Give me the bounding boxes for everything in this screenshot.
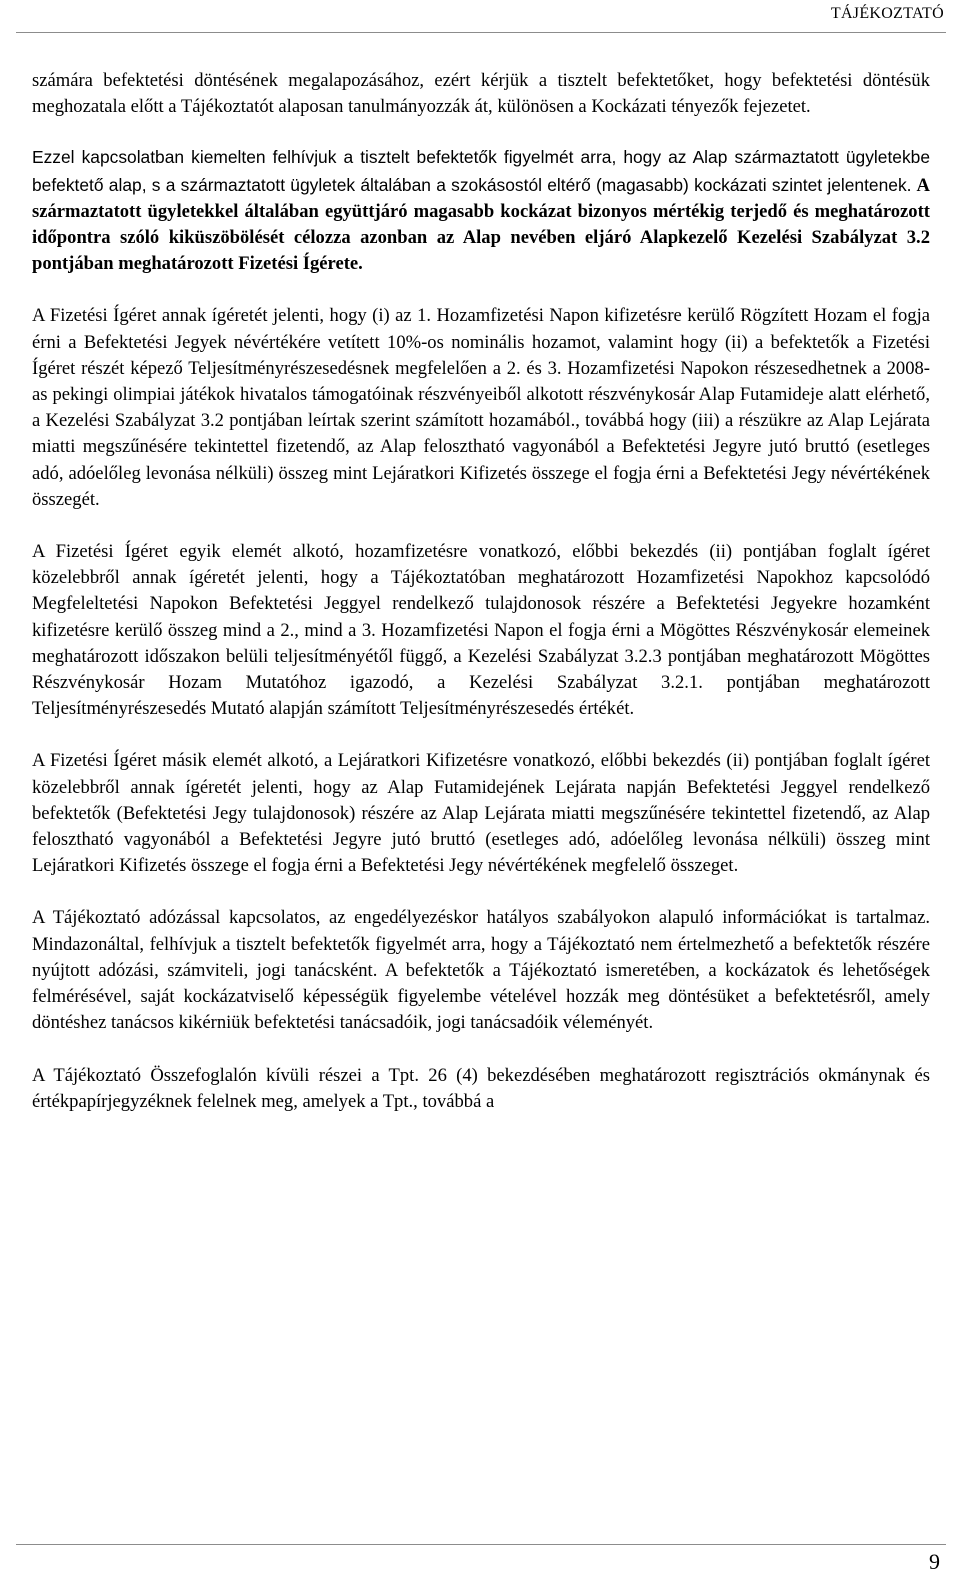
- paragraph-maturity-payment: A Fizetési Ígéret másik elemét alkotó, a Lejáratkori Kifizetésre vonatkozó, előbbi bekezdés (ii) pontjában foglalt ígéret közelebbről annak ígéretét jelenti, hogy az Alap Futamidejének Lejárata napján Befektetési Jeggyel rendelkező befektetők (Befektetési Jegy tulajdonosok) részére az Alap Lejárata miatti megszűnésére tekintettel fizetendő, az Alap felosztható vagyonából a Befektetési Jegyre jutó bruttó (esetleges adó, adóelőleg levonása nélküli) összeg mint Lejáratkori Kifizetés összege el fogja érni a Befektetési Jegy névértékének megfelelő összeget.: [32, 750, 930, 877]
- derivatives-risk-text: Ezzel kapcsolatban kiemelten felhívjuk a tisztelt befektetők figyelmét arra, hogy az Alap származtatott ügyletekbe befektető alap, s a származtatott ügyletek általában a szokásostól eltérő (magasabb) kockázati szintet jelentenek.: [32, 147, 930, 195]
- page-number: 9: [929, 1549, 940, 1574]
- payment-promise-emphasis: A származtatott ügyletekkel általában együttjáró magasabb kockázat bizonyos mértékig terjedő és meghatározott időpontra szóló kiküszöbölését célozza azonban az Alap nevében eljáró Alapkezelő Kezelési Szabályzat 3.2 pontjában meghatározott Fizetési Ígérete.: [32, 174, 930, 275]
- document-body: [32, 68, 930, 1141]
- header-divider: [16, 32, 946, 33]
- running-header-title: TÁJÉKOZTATÓ: [830, 5, 944, 22]
- paragraph-tax-notice: A Tájékoztató adózással kapcsolatos, az engedélyezéskor hatályos szabályokon alapuló információkat is tartalmaz. Mindazonáltal, felhívjuk a tisztelt befektetők figyelmét arra, hogy a Tájékoztató nem értelmezhető a befektetők részére nyújtott adózási, számviteli, jogi tanácsként. A befektetők a Tájékoztató ismeretében, a kockázatok és lehetőségek felmérésével, saját kockázatviselő képességük figyelembe vételével hozzák meg döntésüket a befektetésről, amely döntéshez tanácsos kikérniük befektetési tanácsadóik, jogi tanácsadóik véleményét.: [32, 907, 930, 1034]
- paragraph-yield-payment: A Fizetési Ígéret egyik elemét alkotó, hozamfizetésre vonatkozó, előbbi bekezdés (ii) pontjában foglalt ígéret közelebbről annak ígéretét jelenti, hogy a Tájékoztatóban meghatározott Hozamfizetési Napokhoz kapcsolódó Megfeleltetési Napokon Befektetési Jeggyel rendelkező tulajdonosok részére a Befektetési Jegyekre hozamként kifizetésre kerülő összeg mind a 2., mind a 3. Hozamfizetési Napon el fogja érni a Mögöttes Részvénykosár elemeinek meghatározott időszakon belüli teljesítményétől függő, a Kezelési Szabályzat 3.2.3 pontjában meghatározott Mögöttes Részvénykosár Hozam Mutatóhoz igazodó, a Kezelési Szabályzat 3.2.1. pontjában meghatározott Teljesítményrészesedés Mutató alapján számított Teljesítményrészesedés értékét.: [32, 541, 930, 720]
- paragraph-derivatives-risk: [32, 144, 930, 277]
- footer-divider: [16, 1544, 946, 1545]
- paragraph-registration-document: A Tájékoztató Összefoglalón kívüli részei a Tpt. 26 (4) bekezdésében meghatározott regisztrációs okmánynak és értékpapírjegyzéknek felelnek meg, amelyek a Tpt., továbbá a: [32, 1064, 930, 1112]
- paragraph-continuation: számára befektetési döntésének megalapozásához, ezért kérjük a tisztelt befektetőket, hogy befektetési döntésük meghozatala előtt a Tájékoztatót alaposan tanulmányozzák át, különösen a Kockázati tényezők fejezetet.: [32, 70, 930, 118]
- paragraph-payment-promise: A Fizetési Ígéret annak ígéretét jelenti, hogy (i) az 1. Hozamfizetési Napon kifizetésre kerülő Rögzített Hozam el fogja érni a Befektetési Jegyek névértékére vetített 10%-os nominális hozamot, valamint hogy (ii) a befektetők a Fizetési Ígéret részét képező Teljesítményrészesedésnek megfelelően a 2. és 3. Hozamfizetési Napokon részesedhetnek a 2008-as pekingi olimpiai játékok hivatalos támogatóinak részvényeiből alkotott részvénykosár Alap Futamideje alatt elérhető, a Kezelési Szabályzat 3.2 pontjában leírtak szerint számított hozamából., továbbá hogy (iii) a részükre az Alap Lejárata miatti megszűnésére tekintettel fizetendő, az Alap felosztható vagyonából a Befektetési Jegyre jutó bruttó (esetleges adó, adóelőleg levonása nélküli) összeg mint Lejáratkori Kifizetés összege el fogja érni a Befektetési Jegy névértékének összegét.: [32, 305, 930, 510]
